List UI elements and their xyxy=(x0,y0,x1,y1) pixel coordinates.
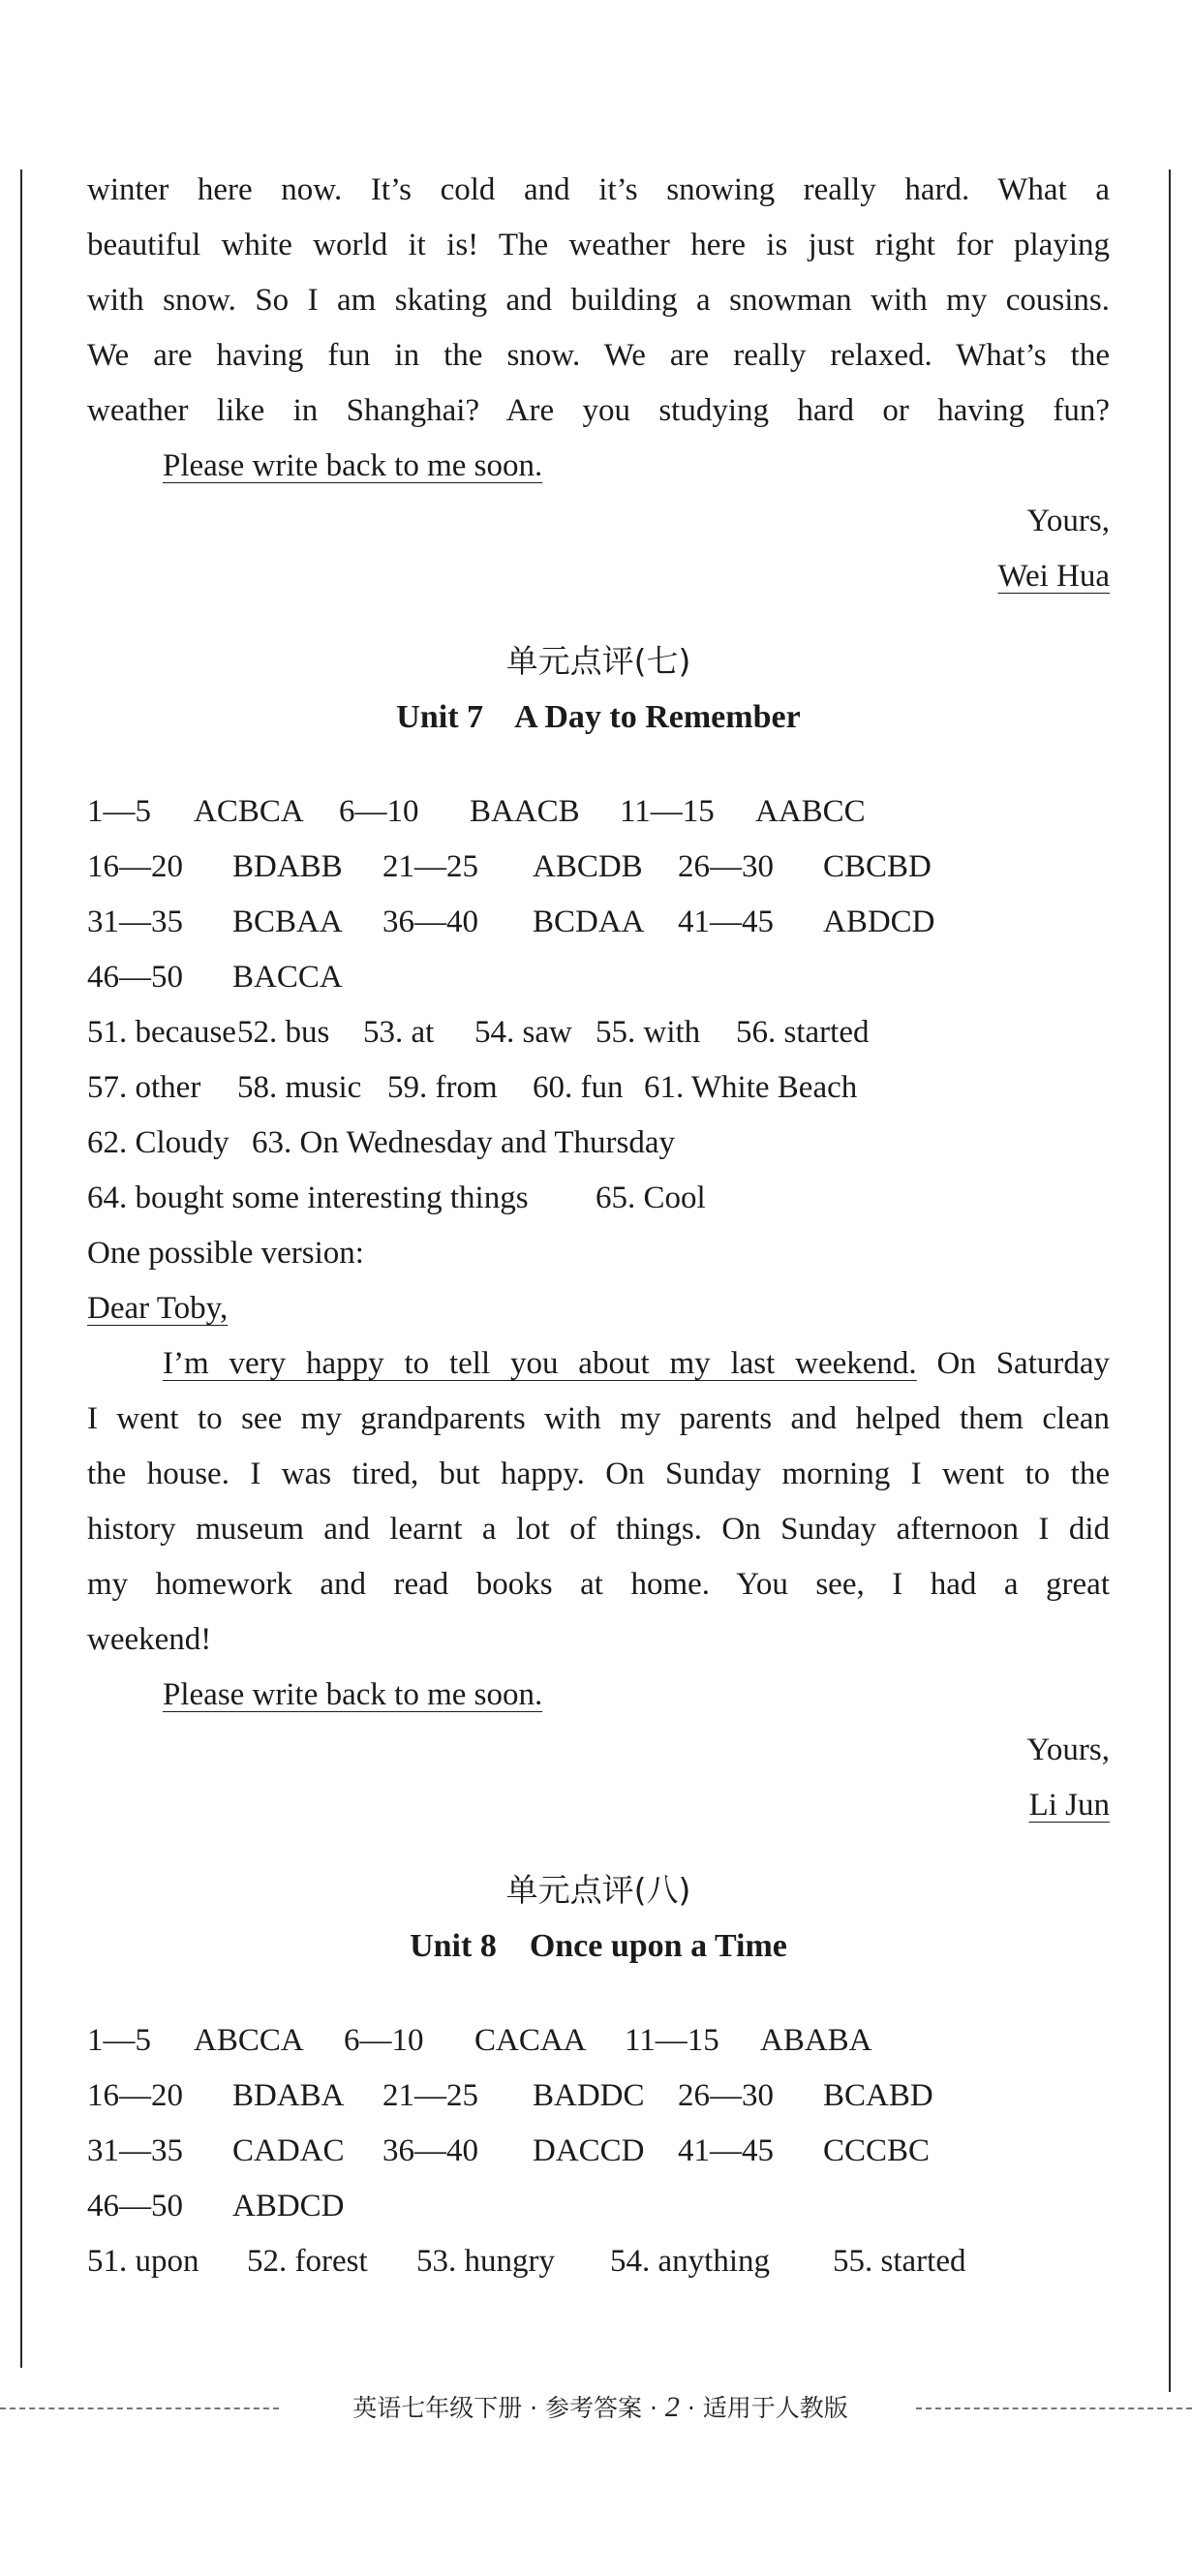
answer-range: 16—20 xyxy=(87,849,183,884)
answer-letters: CADAC xyxy=(232,2133,345,2168)
answer-letters: DACCD xyxy=(533,2133,645,2168)
fill-answer: 64. bought some interesting things xyxy=(87,1181,529,1215)
letter-one-closing: Please write back to me soon. xyxy=(163,448,543,483)
answer-range: 11—15 xyxy=(620,794,715,829)
answer-range: 6—10 xyxy=(344,2023,424,2058)
fill-answer: 55. started xyxy=(833,2244,966,2279)
answer-letters: BCDAA xyxy=(533,905,645,939)
fill-answer: 57. other xyxy=(87,1070,201,1105)
answer-letters: ABABA xyxy=(760,2023,872,2058)
answer-range: 16—20 xyxy=(87,2078,183,2113)
unit7-heading-zh: 单元点评(七) xyxy=(505,642,691,680)
letter-one-signature: Wei Hua xyxy=(997,559,1110,594)
essay-line: history museum and learnt a lot of things. On Sunday afternoon I did xyxy=(87,1512,1110,1547)
fill-row xyxy=(87,2234,1110,2289)
unit8-heading-zh: 单元点评(八) xyxy=(505,1871,691,1909)
answer-row xyxy=(87,784,1110,840)
answer-letters: CBCBD xyxy=(823,849,932,884)
fill-answer: 52. forest xyxy=(247,2244,368,2279)
answer-range: 26—30 xyxy=(678,849,774,884)
answer-range: 1—5 xyxy=(87,2023,151,2058)
answer-letters: BACCA xyxy=(232,960,343,995)
version-label: One possible version: xyxy=(87,1236,364,1271)
answer-range: 1—5 xyxy=(87,794,151,829)
answer-letters: ABDCD xyxy=(232,2189,345,2223)
fill-answer: 51. upon xyxy=(87,2244,199,2279)
fill-answer: 56. started xyxy=(736,1015,870,1050)
answer-range: 41—45 xyxy=(678,2133,774,2168)
answer-row xyxy=(87,2124,1110,2179)
answer-letters: BDABB xyxy=(232,849,343,884)
essay-opening-underlined: I’m very happy to tell you about my last weekend. xyxy=(163,1346,917,1381)
answer-range: 21—25 xyxy=(382,2078,478,2113)
answer-letters: BAACB xyxy=(470,794,580,829)
fill-answer: 53. hungry xyxy=(416,2244,555,2279)
fill-answer: 61. White Beach xyxy=(644,1070,858,1105)
fill-row xyxy=(87,1060,1110,1116)
fill-answer: 54. anything xyxy=(610,2244,770,2279)
answer-letters: AABCC xyxy=(755,794,866,829)
answer-row xyxy=(87,2179,1110,2234)
left-margin-rule xyxy=(20,169,22,2368)
right-margin-rule xyxy=(1169,169,1171,2392)
fill-answer: 65. Cool xyxy=(596,1181,706,1215)
answer-range: 46—50 xyxy=(87,960,183,995)
fill-answer: 54. saw xyxy=(474,1015,572,1050)
essay-line: weekend! xyxy=(87,1622,212,1657)
unit8-section xyxy=(87,1862,1110,2289)
essay-signature: Li Jun xyxy=(1028,1788,1110,1823)
answer-row xyxy=(87,2013,1110,2069)
answer-range: 31—35 xyxy=(87,2133,183,2168)
answer-letters: BCBAA xyxy=(232,905,343,939)
fill-answer: 63. On Wednesday and Thursday xyxy=(252,1125,675,1160)
footer-dashed-rule-right xyxy=(916,2407,1192,2409)
answer-letters: CACAA xyxy=(474,2023,587,2058)
fill-answer: 58. music xyxy=(237,1070,362,1105)
essay-closing: Please write back to me soon. xyxy=(163,1677,543,1712)
fill-answer: 59. from xyxy=(387,1070,498,1105)
page-number: 2 xyxy=(664,2391,680,2423)
answer-letters: BADDC xyxy=(533,2078,645,2113)
letter-one-line: winter here now. It’s cold and it’s snowing really hard. What a xyxy=(87,172,1110,207)
page-content xyxy=(87,0,1110,2289)
answer-row xyxy=(87,2069,1110,2124)
answer-range: 11—15 xyxy=(625,2023,719,2058)
essay-line: I went to see my grandparents with my parents and helped them clean xyxy=(87,1401,1110,1436)
letter-one-line: beautiful white world it is! The weather here is just right for playing xyxy=(87,228,1110,262)
letter-one-line: weather like in Shanghai? Are you studying hard or having fun? xyxy=(87,393,1110,428)
essay-line: the house. I was tired, but happy. On Sunday morning I went to the xyxy=(87,1457,1110,1491)
page-footer xyxy=(290,2390,910,2426)
answer-range: 26—30 xyxy=(678,2078,774,2113)
answer-letters: CCCBC xyxy=(823,2133,931,2168)
fill-row xyxy=(87,1116,1110,1171)
answer-letters: BDABA xyxy=(232,2078,345,2113)
answer-range: 36—40 xyxy=(382,905,478,939)
essay-opening-rest: On Saturday xyxy=(936,1346,1110,1381)
footer-right-text: · 适用于人教版 xyxy=(687,2394,848,2422)
answer-row xyxy=(87,840,1110,895)
answer-range: 21—25 xyxy=(382,849,478,884)
letter-one-line: with snow. So I am skating and building a snowman with my cousins. xyxy=(87,283,1110,318)
answer-letters: ABCDB xyxy=(533,849,643,884)
answer-letters: ACBCA xyxy=(194,794,304,829)
essay-yours: Yours, xyxy=(1026,1733,1110,1767)
answer-range: 6—10 xyxy=(339,794,419,829)
essay-line xyxy=(87,1336,1110,1392)
essay-salutation: Dear Toby, xyxy=(87,1291,229,1326)
answer-letters: BCABD xyxy=(823,2078,933,2113)
fill-row xyxy=(87,1171,1110,1226)
answer-range: 46—50 xyxy=(87,2189,183,2223)
answer-range: 31—35 xyxy=(87,905,183,939)
fill-answer: 60. fun xyxy=(533,1070,624,1105)
answer-row xyxy=(87,950,1110,1005)
answer-letters: ABCCA xyxy=(194,2023,304,2058)
fill-answer: 53. at xyxy=(363,1015,435,1050)
footer-dashed-rule-left xyxy=(0,2407,279,2409)
fill-answer: 51. because xyxy=(87,1015,236,1050)
fill-row xyxy=(87,1005,1110,1060)
answer-letters: ABDCD xyxy=(823,905,935,939)
fill-answer: 62. Cloudy xyxy=(87,1125,229,1160)
fill-answer: 55. with xyxy=(596,1015,701,1050)
letter-one-yours: Yours, xyxy=(1026,504,1110,538)
unit7-section xyxy=(87,633,1110,1833)
unit8-heading-en: Unit 8 Once upon a Time xyxy=(410,1928,787,1964)
footer-left-text: 英语七年级下册 · 参考答案 · xyxy=(352,2394,657,2422)
letter-one xyxy=(87,163,1110,604)
answer-row xyxy=(87,895,1110,950)
answer-range: 41—45 xyxy=(678,905,774,939)
unit7-heading-en: Unit 7 A Day to Remember xyxy=(396,699,801,735)
letter-one-line: We are having fun in the snow. We are really relaxed. What’s the xyxy=(87,338,1110,373)
answer-range: 36—40 xyxy=(382,2133,478,2168)
fill-answer: 52. bus xyxy=(237,1015,330,1050)
essay-line: my homework and read books at home. You see, I had a great xyxy=(87,1567,1110,1602)
